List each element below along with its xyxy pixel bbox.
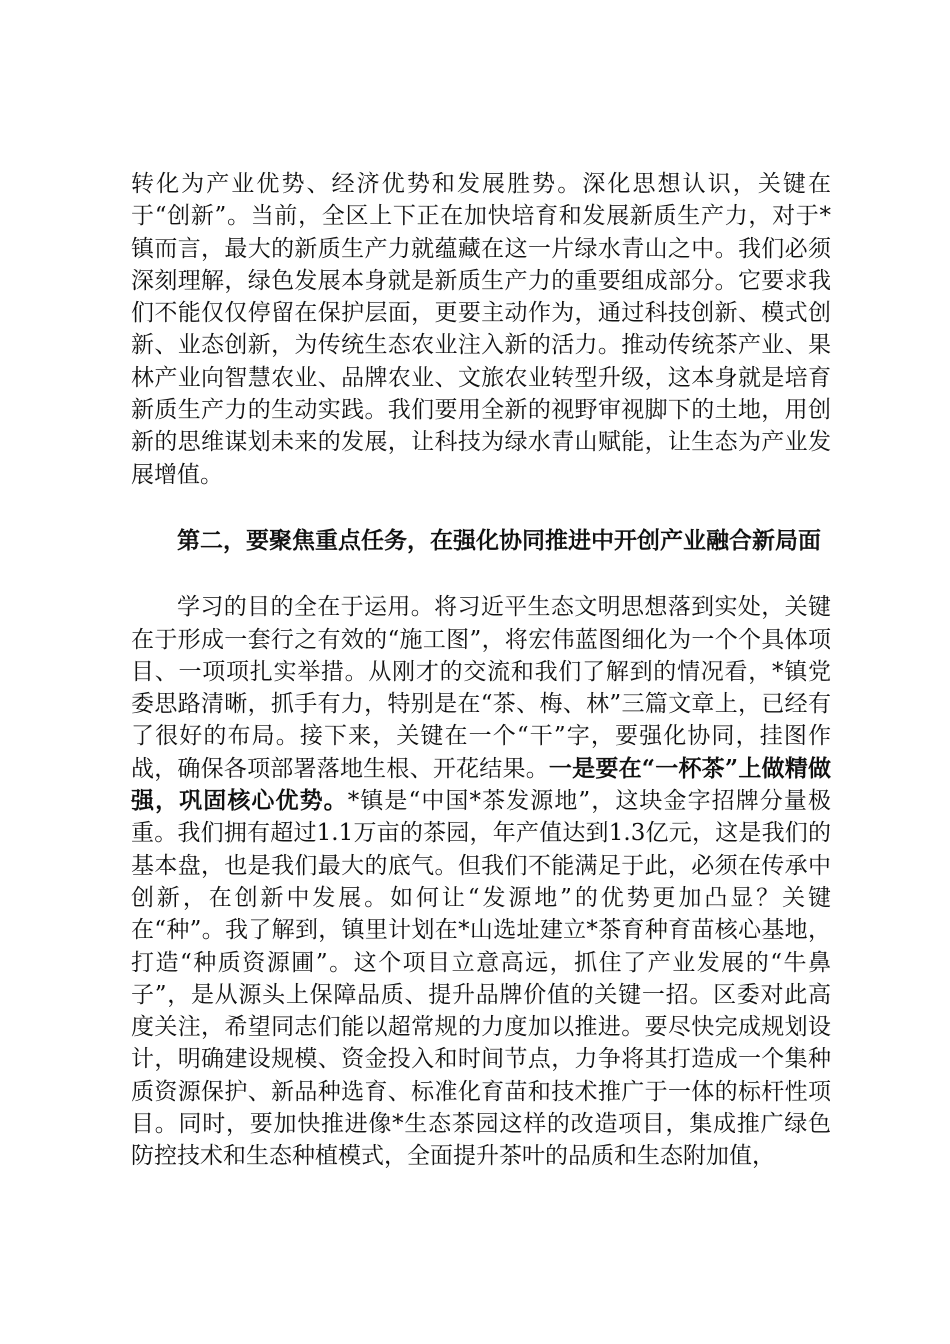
document-body — [131, 168, 831, 1173]
paragraph-rest-text: *镇是“中国*茶发源地”，这块金字招牌分量极重。我们拥有超过1.1万亩的茶园，年产值达到1.3亿元，这是我们的基本盘，也是我们最大的底气。但我们不能满足于此，必须在传承中创新，在创新中发展。如何让“发源地”的优势更加凸显？关键在“种”。我了解到，镇里计划在*山选址建立*茶育种育苗核心基地，打造“种质资源圃”。这个项目立意高远，抓住了产业发展的“牛鼻子”，是从源头上保障品质、提升品牌价值的关键一招。区委对此高度关注，希望同志们能以超常规的力度加以推进。要尽快完成规划设计，明确建设规模、资金投入和时间节点，力争将其打造成一个集种质资源保护、新品种选育、标准化育苗和技术推广于一体的标杆性项目。同时，要加快推进像*生态茶园这样的改造项目，集成推广绿色防控技术和生态种植模式，全面提升茶叶的品质和生态附加值， — [131, 788, 831, 1170]
paragraph-intro-text: 学习的目的全在于运用。将习近平生态文明思想落到实处，关键在于形成一套行之有效的“施工图”，将宏伟蓝图细化为一个个具体项目、一项项扎实举措。从刚才的交流和我们了解到的情况看，*镇党委思路清晰，抓手有力，特别是在“茶、梅、林”三篇文章上，已经有了很好的布局。接下来，关键在一个“干”字，要强化协同，挂图作战，确保各项部署落地生根、开花结果。 — [131, 594, 831, 782]
paragraph-continued: 转化为产业优势、经济优势和发展胜势。深化思想认识，关键在于“创新”。当前，全区上下正在加快培育和发展新质生产力，对于*镇而言，最大的新质生产力就蕴藏在这一片绿水青山之中。我们必须深刻理解，绿色发展本身就是新质生产力的重要组成部分。它要求我们不能仅仅停留在保护层面，更要主动作为，通过科技创新、模式创新、业态创新，为传统生态农业注入新的活力。推动传统茶产业、果林产业向智慧农业、品牌农业、文旅农业转型升级，这本身就是培育新质生产力的生动实践。我们要用全新的视野审视脚下的土地，用创新的思维谋划未来的发展，让科技为绿水青山赋能，让生态为产业发展增值。 — [131, 171, 831, 488]
section-heading: 第二，要聚焦重点任务，在强化协同推进中开创产业融合新局面 — [177, 526, 821, 554]
paragraph-emphasis-text: 一是要在“一杯茶”上做精做强，巩固核心优势。 — [131, 754, 831, 815]
paragraph-body — [131, 591, 831, 1172]
